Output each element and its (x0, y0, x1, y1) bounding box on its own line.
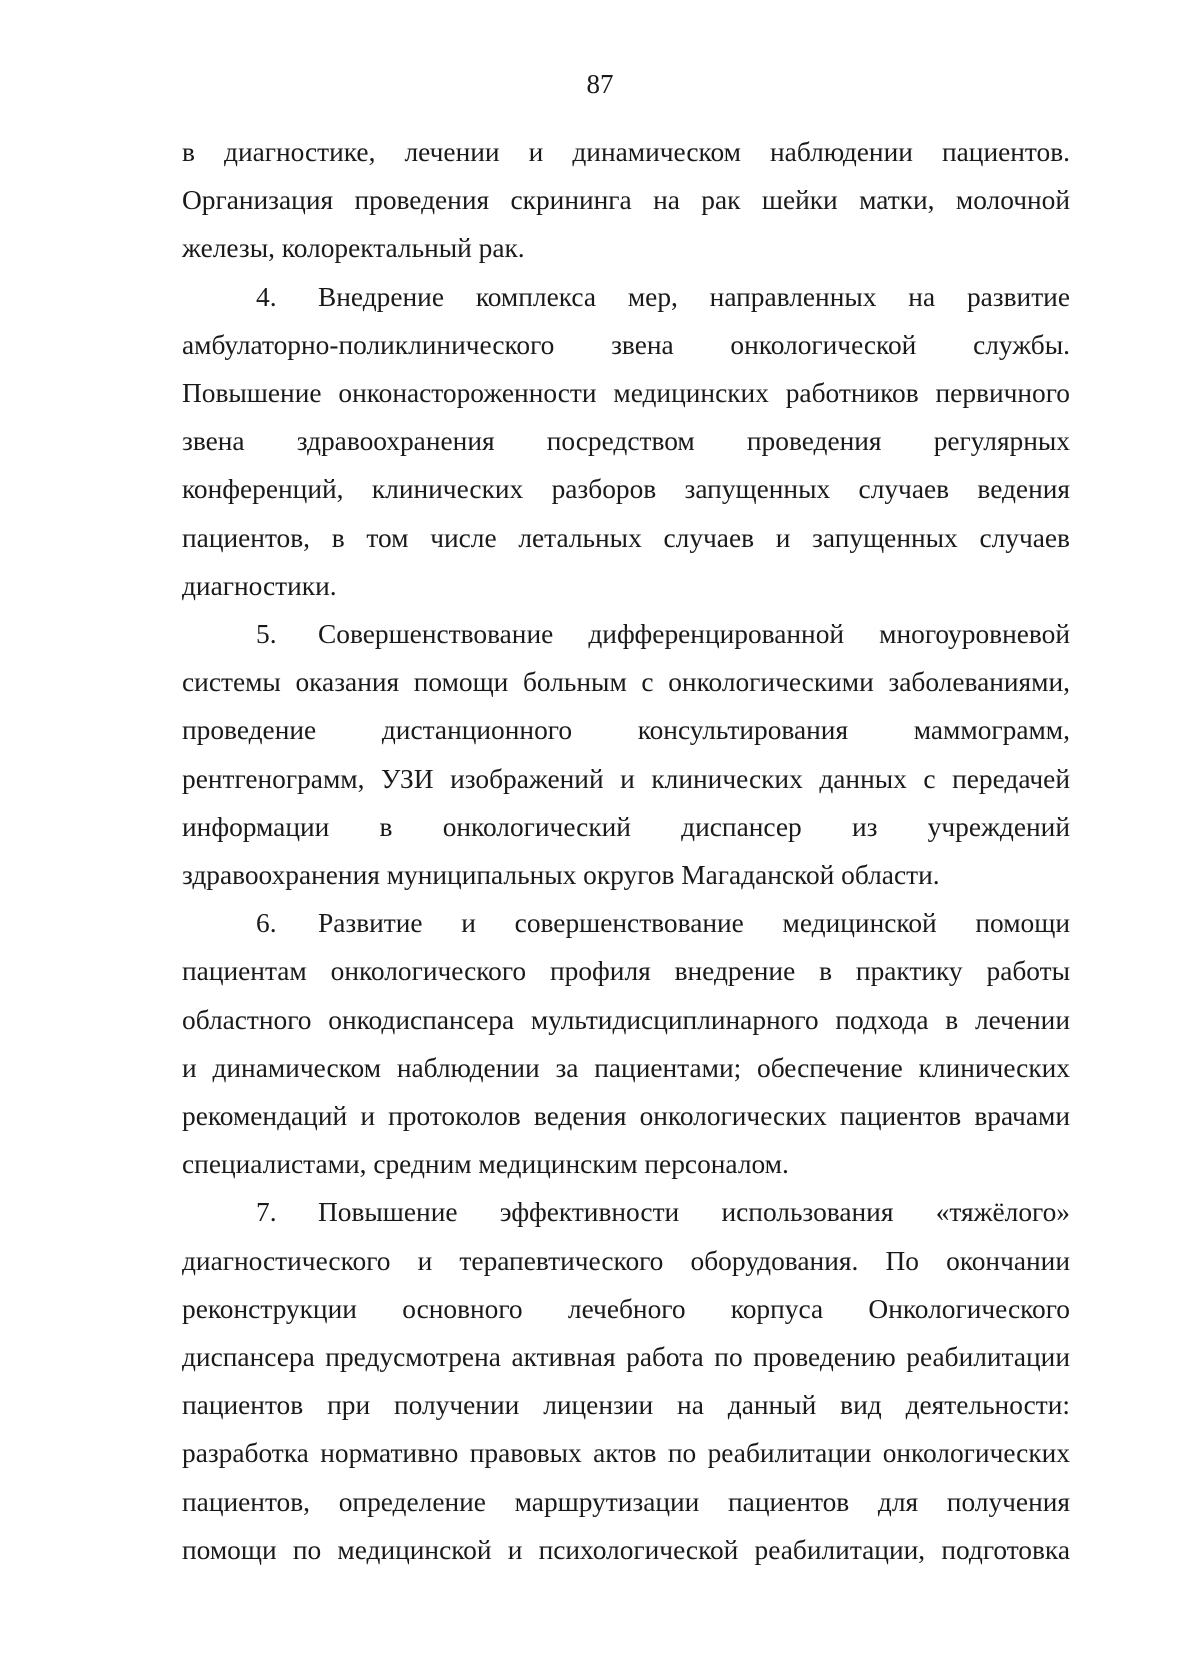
text-line: Организация проведения скрининга на рак шейки матки, молочной (182, 185, 1070, 216)
text-line (182, 1188, 1070, 1236)
text-line (182, 899, 1070, 947)
text-line: пациентов, в том числе летальных случаев и запущенных случаев (182, 522, 1070, 553)
item-number: 6. (256, 908, 277, 939)
text-line: разработка нормативно правовых актов по реабилитации онкологических (182, 1438, 1070, 1469)
text-line (182, 273, 1070, 321)
text-line: рекомендаций и протоколов ведения онкологических пациентов врачами (182, 1101, 1070, 1132)
paragraph-item-6 (182, 899, 1070, 1188)
paragraph-continuation (182, 128, 1070, 273)
text-line: Повышение онконастороженности медицинских работников первичного (182, 378, 1070, 409)
paragraph-item-5 (182, 610, 1070, 899)
text-line: амбулаторно-поликлинического звена онкологической службы. (182, 329, 1070, 360)
text-line: звена здравоохранения посредством проведения регулярных (182, 426, 1070, 457)
item-number: 4. (256, 281, 277, 312)
text-line: пациентам онкологического профиля внедрение в практику работы (182, 956, 1070, 987)
paragraph-item-7 (182, 1188, 1070, 1574)
text-line: конференций, клинических разборов запущенных случаев ведения (182, 474, 1070, 505)
text-line: областного онкодиспансера мультидисциплинарного подхода в лечении (182, 1004, 1070, 1035)
text-line: диагностического и терапевтического оборудования. По окончании (182, 1245, 1070, 1276)
text-line: специалистами, средним медицинским персоналом. (182, 1149, 789, 1180)
text-line: системы оказания помощи больным с онкологическими заболеваниями, (182, 667, 1070, 698)
text-line: диспансера предусмотрена активная работа по проведению реабилитации (182, 1342, 1070, 1373)
text-line: пациентов при получении лицензии на данный вид деятельности: (182, 1390, 1070, 1421)
text-line: и динамическом наблюдении за пациентами; обеспечение клинических (182, 1052, 1070, 1083)
text-line: железы, колоректальный рак. (182, 233, 525, 264)
line-text: Развитие и совершенствование медицинской помощи (318, 908, 1070, 939)
text-line: в диагностике, лечении и динамическом наблюдении пациентов. (182, 137, 1070, 167)
text-line: помощи по медицинской и психологической реабилитации, подготовка (182, 1534, 1070, 1565)
body-text (182, 128, 1070, 1574)
line-text: Внедрение комплекса мер, направленных на развитие (318, 281, 1070, 312)
line-text: Повышение эффективности использования «тяжёлого» (318, 1197, 1070, 1228)
line-text: Совершенствование дифференцированной многоуровневой (318, 619, 1070, 650)
item-number: 7. (256, 1197, 277, 1228)
text-line: пациентов, определение маршрутизации пациентов для получения (182, 1486, 1070, 1517)
text-line (182, 610, 1070, 658)
paragraph-item-4 (182, 273, 1070, 610)
text-line: проведение дистанционного консультирования маммограмм, (182, 715, 1070, 746)
text-line: информации в онкологический диспансер из учреждений (182, 811, 1070, 842)
item-number: 5. (256, 619, 277, 650)
text-line: рентгенограмм, УЗИ изображений и клинических данных с передачей (182, 763, 1070, 794)
page-number: 87 (586, 69, 614, 99)
text-line: реконструкции основного лечебного корпуса Онкологического (182, 1293, 1070, 1324)
text-line: диагностики. (182, 570, 337, 601)
text-line: здравоохранения муниципальных округов Магаданской области. (182, 860, 940, 891)
